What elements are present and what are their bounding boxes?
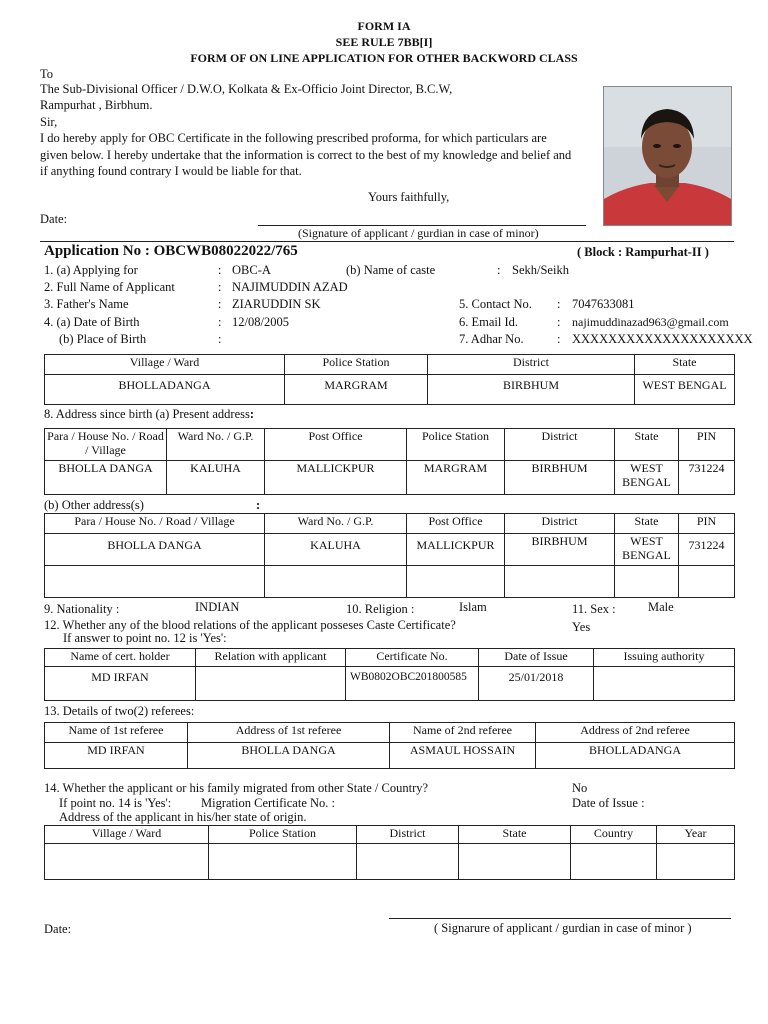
q2-label: 2. Full Name of Applicant	[44, 280, 175, 294]
migration-date-label: Date of Issue :	[572, 796, 645, 810]
form-rule: SEE RULE 7BB[I]	[335, 35, 433, 49]
q6-colon: :	[557, 315, 561, 329]
table-cell: BHOLLA DANGA	[45, 461, 167, 495]
table-cell	[407, 566, 505, 598]
table-row-empty	[45, 566, 735, 598]
separator-top	[40, 241, 734, 242]
applicant-photo-image	[604, 87, 731, 225]
table-cell	[615, 566, 679, 598]
table-cell: MD IRFAN	[45, 743, 188, 769]
table-cell	[505, 566, 615, 598]
table-header-row	[45, 355, 735, 375]
block-label: ( Block : Rampurhat-II )	[577, 245, 709, 259]
letter-body-2: given below. I hereby undertake that the information is correct to the best of my knowledge and belief and	[40, 148, 572, 162]
table-cell: WEST BENGAL	[615, 534, 679, 566]
q7-value: XXXXXXXXXXXXXXXXXXXX	[572, 332, 753, 346]
table-cell	[459, 844, 571, 880]
q7-colon: :	[557, 332, 561, 346]
q5-label: 5. Contact No.	[459, 297, 532, 311]
present-address-label-text: 8. Address since birth (a) Present address	[44, 407, 250, 421]
table-cell: ASMAUL HOSSAIN	[390, 743, 536, 769]
origin-address-table	[44, 825, 735, 880]
q5-colon: :	[557, 297, 561, 311]
q13-label: 13. Details of two(2) referees:	[44, 704, 195, 718]
table-header-cell: State	[615, 514, 679, 534]
present-address-colon: :	[249, 407, 255, 421]
table-header-cell: District	[428, 355, 635, 375]
table-cell: BHOLLA DANGA	[188, 743, 390, 769]
table-header-cell: Police Station	[407, 429, 505, 461]
table-cell: BHOLLA DANGA	[45, 534, 265, 566]
table-header-cell: Certificate No.	[346, 649, 479, 667]
table-header-cell: Date of Issue	[479, 649, 594, 667]
q3-value: ZIARUDDIN SK	[232, 297, 321, 311]
table-header-cell: Name of 1st referee	[45, 723, 188, 743]
table-cell: BIRBHUM	[505, 461, 615, 495]
letter-salutation: Sir,	[40, 115, 58, 129]
table-header-row	[45, 514, 735, 534]
q5-value: 7047633081	[572, 297, 635, 311]
table-cell: 731224	[679, 534, 735, 566]
table-header-row	[45, 649, 735, 667]
q14-sub: If point no. 14 is 'Yes':	[59, 796, 172, 810]
q12-label: 12. Whether any of the blood relations of the applicant posseses Caste Certificate?	[44, 618, 456, 632]
table-header-cell: State	[635, 355, 735, 375]
form-number: FORM IA	[357, 19, 411, 33]
sex-value: Male	[648, 600, 674, 614]
table-cell: MALLICKPUR	[407, 534, 505, 566]
q1a-label: 1. (a) Applying for	[44, 263, 138, 277]
table-cell	[209, 844, 357, 880]
table-cell	[45, 566, 265, 598]
table-cell: BHOLLADANGA	[45, 375, 285, 405]
table-cell: MARGRAM	[407, 461, 505, 495]
q1a-value: OBC-A	[232, 263, 271, 277]
table-cell: BHOLLADANGA	[536, 743, 735, 769]
q12-value: Yes	[572, 620, 591, 634]
table-header-cell: Ward No. / G.P.	[265, 514, 407, 534]
table-cell	[45, 844, 209, 880]
nationality-value: INDIAN	[195, 600, 240, 614]
q1a-colon: :	[218, 263, 222, 277]
table-header-cell: Post Office	[407, 514, 505, 534]
letter-date-label: Date:	[40, 212, 68, 226]
footer-signature-line	[389, 918, 731, 919]
birth-place-table	[44, 354, 735, 405]
table-header-cell: Police Station	[285, 355, 428, 375]
table-header-row	[45, 429, 735, 461]
present-address-label	[44, 407, 254, 422]
table-row	[45, 534, 735, 566]
table-header-cell: District	[505, 514, 615, 534]
table-header-cell: Village / Ward	[45, 826, 209, 844]
religion-value: Islam	[459, 600, 487, 614]
table-cell: 731224	[679, 461, 735, 495]
table-header-cell: Ward No. / G.P.	[167, 429, 265, 461]
table-header-cell: Address of 1st referee	[188, 723, 390, 743]
letter-body-1: I do hereby apply for OBC Certificate in the following prescribed proforma, for which particulars are	[40, 131, 547, 145]
table-header-cell: Country	[571, 826, 657, 844]
table-cell: 25/01/2018	[479, 667, 594, 701]
q4b-label: (b) Place of Birth	[59, 332, 147, 346]
form-title: FORM OF ON LINE APPLICATION FOR OTHER BACKWORD CLASS	[190, 51, 578, 65]
table-cell	[357, 844, 459, 880]
caste-certificate-table	[44, 648, 735, 701]
footer-date-label: Date:	[44, 922, 72, 936]
applicant-photo	[603, 86, 732, 226]
q1b-colon: :	[497, 263, 501, 277]
table-row-empty	[45, 844, 735, 880]
other-address-label: (b) Other address(s)	[44, 498, 144, 512]
table-header-cell: District	[505, 429, 615, 461]
table-cell: KALUHA	[167, 461, 265, 495]
application-number: Application No : OBCWB08022022/765	[44, 243, 298, 259]
table-row	[45, 461, 735, 495]
table-header-cell: State	[615, 429, 679, 461]
table-cell: KALUHA	[265, 534, 407, 566]
present-address-table	[44, 428, 735, 495]
table-cell: MALLICKPUR	[265, 461, 407, 495]
table-header-cell: Address of 2nd referee	[536, 723, 735, 743]
q6-value: najimuddinazad963@gmail.com	[572, 315, 729, 329]
nationality-label: 9. Nationality :	[44, 602, 120, 616]
table-header-cell: Para / House No. / Road / Village	[45, 429, 167, 461]
table-row	[45, 667, 735, 701]
table-cell	[265, 566, 407, 598]
letter-address-2: Rampurhat , Birbhum.	[40, 98, 153, 112]
table-cell	[571, 844, 657, 880]
table-header-cell: Name of cert. holder	[45, 649, 196, 667]
q4b-colon: :	[218, 332, 222, 346]
letter-body-3: if anything found contrary I would be liable for that.	[40, 164, 302, 178]
table-header-cell: District	[357, 826, 459, 844]
q1b-label: (b) Name of caste	[346, 263, 436, 277]
q6-label: 6. Email Id.	[459, 315, 519, 329]
letter-address-1: The Sub-Divisional Officer / D.W.O, Kolkata & Ex-Officio Joint Director, B.C.W,	[40, 82, 453, 96]
table-header-cell: PIN	[679, 429, 735, 461]
q12-sub: If answer to point no. 12 is 'Yes':	[63, 631, 227, 645]
table-header-cell: State	[459, 826, 571, 844]
table-cell: WB0802OBC201800585	[346, 667, 479, 701]
table-header-cell: Post Office	[265, 429, 407, 461]
origin-address-label: Address of the applicant in his/her state of origin.	[59, 810, 307, 824]
q2-colon: :	[218, 280, 222, 294]
referees-table	[44, 722, 735, 769]
letter-signature-label: (Signature of applicant / gurdian in case of minor)	[298, 226, 539, 240]
table-header-cell: Year	[657, 826, 735, 844]
table-header-cell: Relation with applicant	[196, 649, 346, 667]
table-header-cell: Name of 2nd referee	[390, 723, 536, 743]
q3-label: 3. Father's Name	[44, 297, 129, 311]
table-cell	[594, 667, 735, 701]
table-header-row	[45, 723, 735, 743]
table-cell: MARGRAM	[285, 375, 428, 405]
q4a-label: 4. (a) Date of Birth	[44, 315, 140, 329]
table-header-row	[45, 826, 735, 844]
q14-label: 14. Whether the applicant or his family migrated from other State / Country?	[44, 781, 429, 795]
table-cell: WEST BENGAL	[635, 375, 735, 405]
table-cell	[196, 667, 346, 701]
table-cell	[679, 566, 735, 598]
table-cell: MD IRFAN	[45, 667, 196, 701]
q4a-colon: :	[218, 315, 222, 329]
letter-to: To	[40, 67, 54, 81]
migration-cert-label: Migration Certificate No. :	[201, 796, 335, 810]
table-row	[45, 743, 735, 769]
table-header-cell: Village / Ward	[45, 355, 285, 375]
sex-label: 11. Sex :	[572, 602, 616, 616]
religion-label: 10. Religion :	[346, 602, 415, 616]
footer-signature-label: ( Signarure of applicant / gurdian in case of minor )	[434, 921, 692, 935]
q4a-value: 12/08/2005	[232, 315, 289, 329]
other-address-table	[44, 513, 735, 598]
table-cell: WEST BENGAL	[615, 461, 679, 495]
table-cell: BIRBHUM	[428, 375, 635, 405]
letter-closing: Yours faithfully,	[368, 190, 450, 204]
table-row	[45, 375, 735, 405]
table-cell	[657, 844, 735, 880]
q2-value: NAJIMUDDIN AZAD	[232, 280, 348, 294]
q3-colon: :	[218, 297, 222, 311]
table-header-cell: Para / House No. / Road / Village	[45, 514, 265, 534]
q14-value: No	[572, 781, 588, 795]
table-header-cell: Issuing authority	[594, 649, 735, 667]
q7-label: 7. Adhar No.	[459, 332, 524, 346]
other-address-colon: :	[256, 498, 261, 512]
table-header-cell: Police Station	[209, 826, 357, 844]
table-cell: BIRBHUM	[505, 534, 615, 566]
table-header-cell: PIN	[679, 514, 735, 534]
q1b-value: Sekh/Seikh	[512, 263, 569, 277]
